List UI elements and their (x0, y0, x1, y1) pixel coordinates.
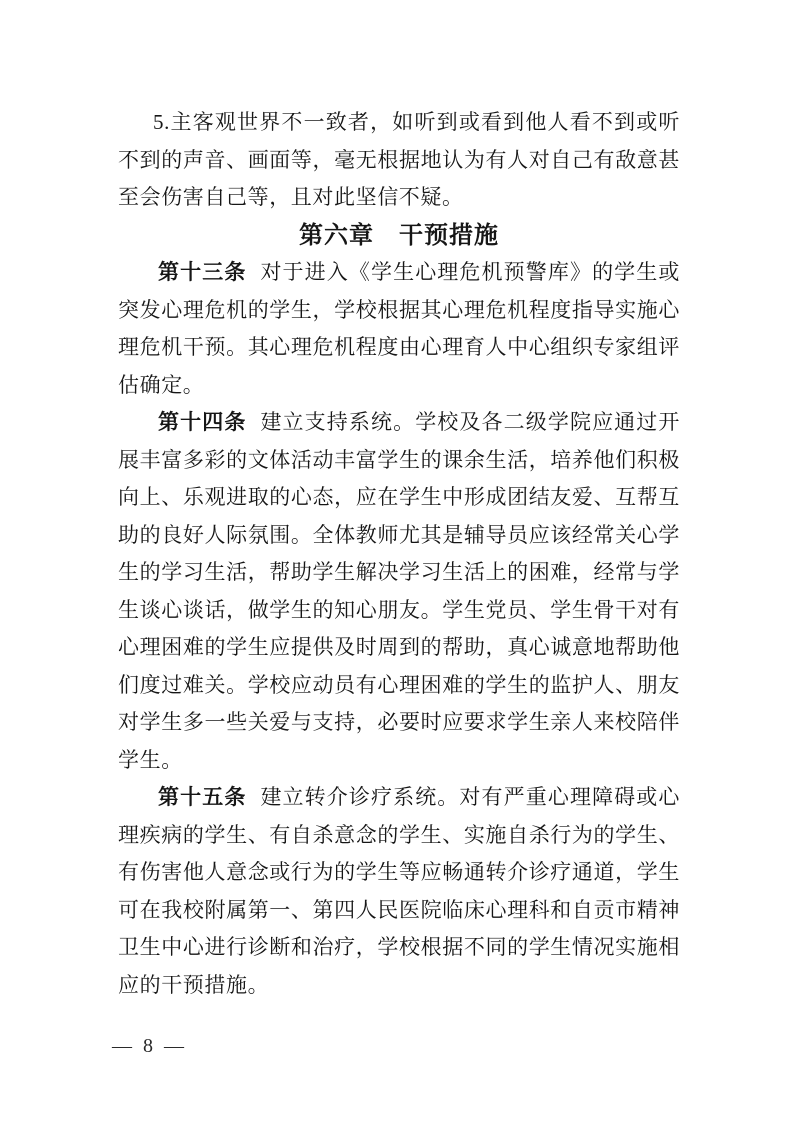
article-13-text: 对于进入《学生心理危机预警库》的学生或突发心理危机的学生，学校根据其心理危机程度指导实施心理危机干预。其心理危机程度由心理育人中心组织专家组评估确定。 (118, 260, 680, 397)
article-14-label: 第十四条 (158, 411, 247, 434)
article-15-label: 第十五条 (158, 786, 247, 809)
article-13-label: 第十三条 (158, 261, 247, 284)
article-14-text: 建立支持系统。学校及各二级学院应通过开展丰富多彩的文体活动丰富学生的课余生活，培养他们积极向上、乐观进取的心态，应在学生中形成团结友爱、互帮互助的良好人际氛围。全体教师尤其是辅导员应该经常关心学生的学习生活，帮助学生解决学习生活上的困难，经常与学生谈心谈话，做学生的知心朋友。学生党员、学生骨干对有心理困难的学生应提供及时周到的帮助，真心诚意地帮助他们度过难关。学校应动员有心理困难的学生的监护人、朋友对学生多一些关爱与支持，必要时应要求学生亲人来校陪伴学生。 (118, 410, 680, 772)
chapter-heading: 第六章 干预措施 (299, 221, 499, 249)
article-14-paragraph (118, 404, 680, 779)
article-13-paragraph (118, 254, 680, 404)
page-content (118, 104, 680, 1004)
article-15-text: 建立转介诊疗系统。对有严重心理障碍或心理疾病的学生、有自杀意念的学生、实施自杀行为的学生、有伤害他人意念或行为的学生等应畅通转介诊疗通道，学生可在我校附属第一、第四人民医院临床心理科和自贡市精神卫生中心进行诊断和治疗，学校根据不同的学生情况实施相应的干预措施。 (118, 785, 680, 997)
intro-paragraph (118, 104, 680, 217)
intro-paragraph-text: 5.主客观世界不一致者，如听到或看到他人看不到或听不到的声音、画面等，毫无根据地认为有人对自己有敌意甚至会伤害自己等，且对此坚信不疑。 (118, 110, 680, 209)
article-15-paragraph (118, 779, 680, 1004)
page-number: — 8 — (112, 1035, 187, 1057)
